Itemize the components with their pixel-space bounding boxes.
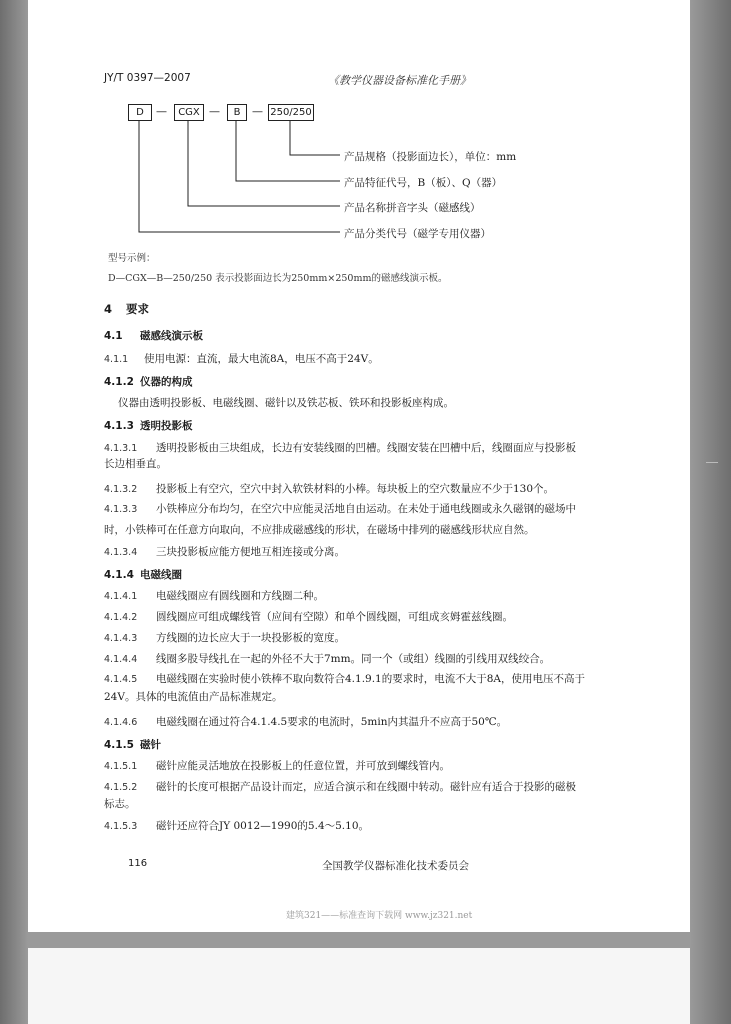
clause-text: 磁针 <box>140 739 161 751</box>
clause-number: 4.1.4.6 <box>104 717 138 728</box>
clause-line <box>104 477 554 496</box>
document-page <box>28 0 690 932</box>
clause-line <box>104 518 535 537</box>
clause-text: 透明投影板由三块组成，长边有安装线圈的凹槽。线圈安装在凹槽中后，线圈面应与投影板 <box>156 442 576 454</box>
clause-line <box>104 792 136 811</box>
subsection-heading <box>104 733 161 752</box>
clause-text: 线圈多股导线扎在一起的外径不大于7mm。同一个（或组）线圈的引线用双线绞合。 <box>156 653 551 665</box>
clause-line <box>104 347 379 366</box>
clause-number: 4.1.5.2 <box>104 782 138 793</box>
clause-number: 4.1.4.4 <box>104 654 138 665</box>
clause-text: 电磁线圈 <box>140 569 182 581</box>
code-box-name: CGX <box>174 104 204 121</box>
code-box-feature: B <box>227 104 247 121</box>
clause-number: 4.1.3 <box>104 420 134 432</box>
clause-line <box>118 391 454 410</box>
clause-number: 4.1.3.3 <box>104 504 138 515</box>
clause-number: 4.1.4.2 <box>104 612 138 623</box>
clause-line <box>104 647 550 666</box>
footer-organization: 全国教学仪器标准化技术委员会 <box>322 860 469 872</box>
clause-number: 4.1.4 <box>104 569 134 581</box>
subsection-heading <box>104 324 203 343</box>
code-diagram-lines <box>28 0 690 260</box>
diagram-label-class: 产品分类代号（磁学专用仪器） <box>344 228 491 240</box>
clause-text: 投影板上有空穴，空穴中封入软铁材料的小棒。每块板上的空穴数量应不少于130个。 <box>156 483 555 495</box>
clause-number: 4.1.4.5 <box>104 674 138 685</box>
code-separator: — <box>209 105 220 118</box>
margin-mark <box>706 462 718 463</box>
clause-line <box>104 667 585 686</box>
watermark: 建筑321——标准查询下载网 www.jz321.net <box>286 911 473 921</box>
diagram-label-spec: 产品规格（投影面边长），单位：mm <box>344 151 517 163</box>
clause-text: 三块投影板应能方便地互相连接或分离。 <box>156 546 345 558</box>
clause-number: 4.1 <box>104 330 123 342</box>
clause-text: 磁针还应符合JY 0012—1990的5.4～5.10。 <box>156 820 369 832</box>
clause-text: 长边相垂直。 <box>104 458 167 470</box>
clause-line <box>104 452 167 471</box>
clause-text: 磁针应能灵活地放在投影板上的任意位置，并可放到螺线管内。 <box>156 760 450 772</box>
subsection-heading <box>104 370 193 389</box>
clause-number: 4.1.5 <box>104 739 134 751</box>
clause-text: 透明投影板 <box>140 420 193 432</box>
section-heading <box>104 298 149 317</box>
clause-number: 4.1.4.3 <box>104 633 138 644</box>
code-box-spec: 250/250 <box>268 104 314 121</box>
example-text: D—CGX—B—250/250 表示投影面边长为250mm×250mm的磁感线演示板。 <box>108 273 448 284</box>
handbook-title: 《教学仪器设备标准化手册》 <box>328 74 471 87</box>
clause-number: 4.1.3.2 <box>104 484 138 495</box>
clause-line <box>104 814 369 833</box>
clause-text: 24V。具体的电流值由产品标准规定。 <box>104 691 283 703</box>
code-separator: — <box>252 105 263 118</box>
clause-text: 标志。 <box>104 798 136 810</box>
clause-text: 仪器的构成 <box>140 376 193 388</box>
subsection-heading <box>104 414 193 433</box>
clause-number: 4.1.1 <box>104 354 129 365</box>
clause-line <box>104 584 324 603</box>
diagram-label-name: 产品名称拼音字头（磁感线） <box>344 202 481 214</box>
clause-text: 仪器由透明投影板、电磁线圈、磁针以及铁芯板、铁环和投影板座构成。 <box>118 397 454 409</box>
clause-text: 磁针的长度可根据产品设计而定，应适合演示和在线圈中转动。磁针应有适合于投影的磁极 <box>156 781 576 793</box>
clause-line <box>104 540 345 559</box>
clause-text: 时，小铁棒可在任意方向取向，不应排成磁感线的形状，在磁场中排列的磁感线形状应自然。 <box>104 524 535 536</box>
clause-text: 要求 <box>126 302 149 316</box>
clause-text: 电磁线圈在通过符合4.1.4.5要求的电流时，5min内其温升不应高于50℃。 <box>156 716 508 728</box>
standard-code: JY/T 0397—2007 <box>104 72 191 84</box>
clause-text: 使用电源：直流，最大电流8A，电压不高于24V。 <box>144 353 379 365</box>
clause-line <box>104 685 282 704</box>
clause-text: 磁感线演示板 <box>140 330 203 342</box>
clause-line <box>104 754 450 773</box>
clause-number: 4.1.4.1 <box>104 591 138 602</box>
clause-number: 4.1.3.1 <box>104 443 138 454</box>
clause-text: 方线圈的边长应大于一块投影板的宽度。 <box>156 632 345 644</box>
clause-line <box>104 436 576 455</box>
clause-line <box>104 605 513 624</box>
next-page <box>28 948 690 1024</box>
clause-number: 4.1.5.1 <box>104 761 138 772</box>
clause-line <box>104 497 576 516</box>
clause-number: 4.1.3.4 <box>104 547 138 558</box>
clause-line <box>104 710 507 729</box>
clause-text: 电磁线圈应有圆线圈和方线圈二种。 <box>156 590 324 602</box>
clause-text: 电磁线圈在实验时使小铁棒不取向数符合4.1.9.1的要求时，电流不大于8A，使用电压不高于 <box>156 673 585 685</box>
clause-line <box>104 626 345 645</box>
clause-line <box>104 775 576 794</box>
code-box-class: D <box>128 104 152 121</box>
clause-text: 圆线圈应可组成螺线管（应间有空隙）和单个圆线圈，可组成亥姆霍兹线圈。 <box>156 611 513 623</box>
page-number: 116 <box>128 858 148 869</box>
clause-number: 4 <box>104 302 113 316</box>
clause-text: 小铁棒应分布均匀，在空穴中应能灵活地自由运动。在未处于通电线圈或永久磁钢的磁场中 <box>156 503 576 515</box>
example-label: 型号示例： <box>108 253 156 264</box>
diagram-label-feature: 产品特征代号，B（板）、Q（器） <box>344 177 503 189</box>
clause-number: 4.1.5.3 <box>104 821 138 832</box>
clause-number: 4.1.2 <box>104 376 134 388</box>
code-separator: — <box>156 105 167 118</box>
subsection-heading <box>104 563 182 582</box>
